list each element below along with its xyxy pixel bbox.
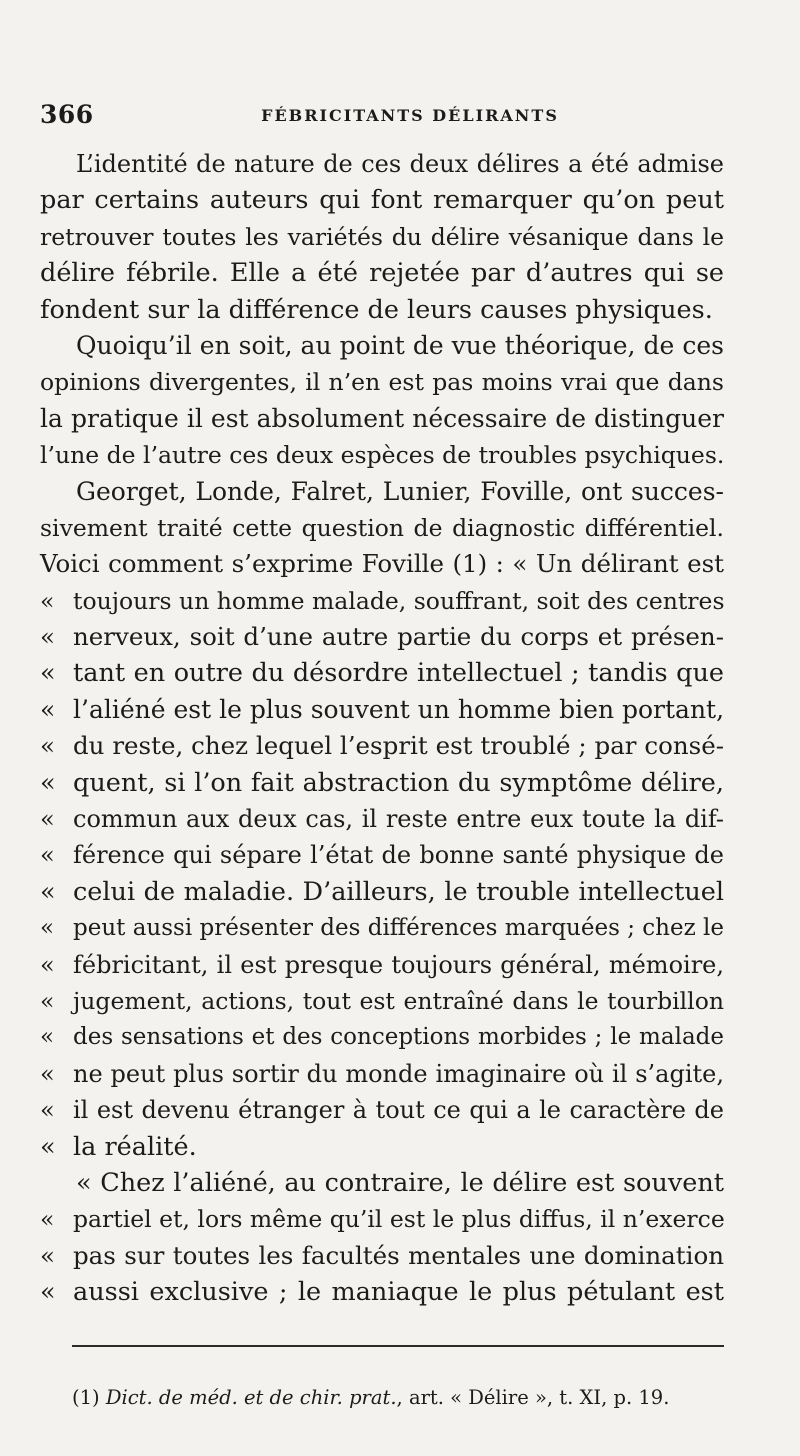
line-text: fondent sur la différence de leurs causes physiques. [40, 294, 713, 325]
line-text: opinions divergentes, il n’en est pas moins vrai que dans [40, 368, 724, 397]
quote-mark: « [40, 950, 55, 979]
line-text: Quoiqu’il en soit, au point de vue théorique, de ces [76, 330, 724, 360]
line-text: l’aliéné est le plus souvent un homme bien portant, [73, 694, 725, 724]
text-line [40, 583, 724, 619]
quote-mark: « [40, 805, 55, 834]
text-line [40, 837, 724, 873]
footnote [72, 1386, 732, 1409]
text-line [40, 1056, 724, 1092]
text-line [40, 1274, 724, 1310]
quote-mark: « [40, 1059, 55, 1088]
line-text: l’une de l’autre ces deux espèces de troubles psychiques. [40, 441, 725, 470]
text-line [40, 692, 724, 728]
text-line [40, 1019, 724, 1055]
text-line [40, 255, 724, 291]
line-text: peut aussi présenter des différences marquées ; chez le [73, 915, 724, 942]
line-text: la réalité. [73, 1131, 197, 1162]
line-text: L’identité de nature de ces deux délires a été admise [76, 150, 724, 178]
quote-mark: « [40, 767, 56, 798]
line-text: quent, si l’on fait abstraction du symptôme délire, [73, 767, 724, 798]
line-text: la pratique il est absolument nécessaire de distinguer [40, 403, 724, 433]
line-text: commun aux deux cas, il reste entre eux toute la dif- [73, 805, 724, 834]
line-text: férence qui sépare l’état de bonne santé physique de [73, 841, 724, 870]
line-text: Voici comment s’exprime Foville (1) : « Un délirant est [40, 549, 724, 579]
line-text: « Chez l’aliéné, au contraire, le délire est souvent [76, 1167, 724, 1198]
line-text: toujours un homme malade, souffrant, soit des centres [73, 586, 725, 615]
text-line [40, 910, 724, 946]
text-line [40, 401, 724, 437]
quote-mark: « [40, 1205, 55, 1234]
quote-mark: « [40, 841, 55, 870]
line-text: délire fébrile. Elle a été rejetée par d’autres qui se [40, 258, 724, 289]
text-line [40, 1129, 724, 1165]
line-text: ne peut plus sortir du monde imaginaire où il s’agite, [73, 1059, 724, 1088]
quote-mark: « [40, 915, 55, 942]
quote-mark: « [40, 658, 56, 689]
line-text: des sensations et des conceptions morbides ; le malade [73, 1024, 724, 1051]
line-text: pas sur toutes les facultés mentales une domination [73, 1240, 724, 1270]
quote-mark: « [40, 731, 55, 761]
text-line [40, 364, 724, 400]
line-text: il est devenu étranger à tout ce qui a le caractère de [73, 1096, 724, 1125]
line-text: tant en outre du désordre intellectuel ; tandis que [73, 658, 724, 689]
line-text: par certains auteurs qui font remarquer qu’on peut [40, 185, 724, 216]
quote-mark: « [40, 1024, 55, 1051]
text-line [40, 474, 724, 510]
quote-mark: « [40, 876, 56, 907]
line-text: retrouver toutes les variétés du délire vésanique dans le [40, 222, 724, 251]
quote-mark: « [40, 1131, 56, 1162]
line-text: jugement, actions, tout est entraîné dans le tourbillon [73, 986, 724, 1015]
footnote-rule [72, 1345, 724, 1347]
line-text: fébricitant, il est presque toujours général, mémoire, [73, 950, 724, 979]
line-text: Georget, Londe, Falret, Lunier, Foville, ont succes- [76, 476, 724, 506]
text-line [40, 1165, 724, 1201]
text-line [40, 437, 724, 473]
text-line [40, 655, 724, 691]
text-line [40, 947, 724, 983]
quote-mark: « [40, 986, 55, 1015]
quote-mark: « [40, 1096, 55, 1125]
text-line [40, 328, 724, 364]
text-line [40, 874, 724, 910]
page-number: 366 [40, 100, 94, 129]
text-line [40, 983, 724, 1019]
quote-mark: « [40, 694, 56, 724]
quote-mark: « [40, 1240, 55, 1270]
line-text: partiel et, lors même qu’il est le plus diffus, il n’exerce [73, 1205, 725, 1234]
text-line [40, 765, 724, 801]
text-line [40, 728, 724, 764]
text-line [40, 1201, 724, 1237]
line-text: aussi exclusive ; le maniaque le plus pétulant est [73, 1277, 724, 1308]
text-line [40, 1092, 724, 1128]
running-title: FÉBRICITANTS DÉLIRANTS [261, 106, 559, 125]
footnote-marker: (1) [72, 1386, 100, 1409]
footnote-reference: , art. « Délire », t. XI, p. 19. [396, 1386, 670, 1409]
text-line [40, 292, 724, 328]
text-line [40, 619, 724, 655]
body-text [40, 146, 724, 1311]
line-text: sivement traité cette question de diagnostic différentiel. [40, 513, 724, 542]
line-text: celui de maladie. D’ailleurs, le trouble intellectuel [73, 876, 724, 907]
line-text: du reste, chez lequel l’esprit est troublé ; par consé- [73, 731, 724, 761]
quote-mark: « [40, 586, 55, 615]
text-line [40, 510, 724, 546]
text-line [40, 1238, 724, 1274]
text-line [40, 146, 724, 182]
text-line [40, 219, 724, 255]
text-line [40, 182, 724, 218]
quote-mark: « [40, 622, 55, 652]
footnote-source: Dict. de méd. et de chir. prat. [105, 1386, 397, 1409]
page-header [40, 100, 740, 136]
line-text: nerveux, soit d’une autre partie du corps et présen- [73, 622, 724, 652]
quote-mark: « [40, 1277, 56, 1308]
text-line [40, 546, 724, 582]
text-line [40, 801, 724, 837]
